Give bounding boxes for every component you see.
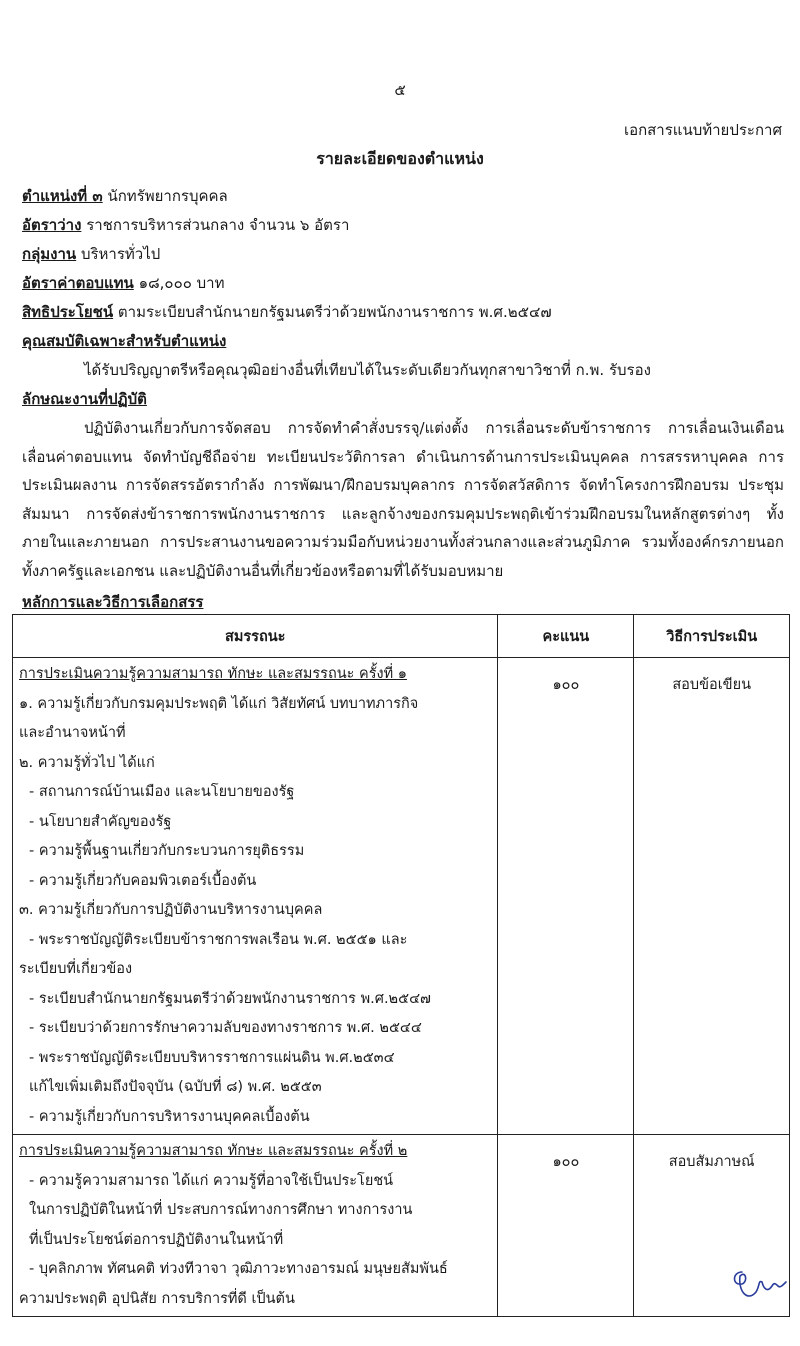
- competency-line: - สถานการณ์บ้านเมือง และนโยบายของรัฐ: [29, 784, 295, 800]
- competency-line: และอำนาจหน้าที่: [19, 725, 126, 741]
- method-value: สอบข้อเขียน: [672, 677, 751, 693]
- page-number: ๕: [394, 81, 406, 99]
- competency-line: - บุคลิกภาพ ทัศนคติ ท่วงทีวาจา วุฒิภาวะทางอารมณ์ มนุษยสัมพันธ์: [29, 1261, 448, 1277]
- competency-cell: [13, 1135, 498, 1317]
- benefits-label: สิทธิประโยชน์: [22, 303, 114, 321]
- work-group-label: กลุ่มงาน: [22, 245, 77, 263]
- header-score: คะแนน: [498, 615, 634, 658]
- header-method: วิธีการประเมิน: [634, 615, 790, 658]
- competency-line: ระเบียบที่เกี่ยวข้อง: [19, 961, 133, 977]
- competency-line: ๓. ความรู้เกี่ยวกับการปฏิบัติงานบริหารงานบุคคล: [19, 902, 323, 918]
- score-value: ๑๐๐: [552, 677, 580, 693]
- vacancy-line: [22, 213, 349, 237]
- method-cell: [634, 658, 790, 1135]
- competency-line: - ความรู้ความสามารถ ได้แก่ ความรู้ที่อาจใช้เป็นประโยชน์: [29, 1172, 394, 1189]
- header-competency: สมรรถนะ: [13, 615, 498, 658]
- position-line: [22, 184, 228, 208]
- compensation-line: [22, 271, 225, 295]
- table-row: [13, 1135, 790, 1317]
- duties-text: ปฏิบัติงานเกี่ยวกับการจัดสอบ การจัดทำคำสั่งบรรจุ/แต่งตั้ง การเลื่อนระดับข้าราชการ การเลื่อนเงินเดือน เลื่อนค่าตอบแทน จัดทำบัญชีถือจ่าย ทะเบียนประวัติการลา ดำเนินการด้านการประเมินบุคคล การสรรหาบุคคล การประเมินผลงาน การจัดสรรอัตรากำลัง การพัฒนา/ฝึกอบรมบุคลากร การจัดสวัสดิการ จัดทำโครงการฝึกอบรม ประชุม สัมมนา การจัดส่งข้าราชการพนักงานราชการ และลูกจ้างของกรมคุมประพฤติเข้าร่วมฝึกอบรมในหลักสูตรต่างๆ ทั้งภายในและภายนอก การประสานงานขอความร่วมมือกับหน่วยงานทั้งส่วนกลางและส่วนภูมิภาค รวมทั้งองค์กรภายนอกทั้งภาครัฐและเอกชน และปฏิบัติงานอื่นที่เกี่ยวข้องหรือตามที่ได้รับมอบหมาย: [22, 419, 784, 580]
- competency-line: - ความรู้เกี่ยวกับการบริหารงานบุคคลเบื้องต้น: [29, 1108, 310, 1125]
- qualifications-heading: [22, 329, 226, 353]
- competency-cell: [13, 658, 498, 1135]
- benefits-line: [22, 300, 552, 324]
- score-cell: [498, 658, 634, 1135]
- selection-label: หลักการและวิธีการเลือกสรร: [22, 593, 204, 611]
- duties-heading: [22, 387, 147, 411]
- compensation-label: อัตราค่าตอบแทน: [22, 274, 134, 292]
- competency-line: - ระเบียบว่าด้วยการรักษาความลับของทางราชการ พ.ศ. ๒๕๔๔: [29, 1020, 422, 1036]
- work-group-value: บริหารทั่วไป: [80, 245, 161, 263]
- duties-label: ลักษณะงานที่ปฏิบัติ: [22, 390, 147, 408]
- selection-heading: [22, 590, 203, 614]
- competency-line: แก้ไขเพิ่มเติมถึงปัจจุบัน (ฉบับที่ ๘) พ.ศ. ๒๕๕๓: [29, 1079, 322, 1095]
- competency-line: ๑. ความรู้เกี่ยวกับกรมคุมประพฤติ ได้แก่ วิสัยทัศน์ บทบาทภารกิจ: [19, 695, 419, 712]
- benefits-value: ตามระเบียบสำนักนายกรัฐมนตรีว่าด้วยพนักงานราชการ พ.ศ.๒๕๔๗: [117, 303, 552, 321]
- table-header-row: [13, 615, 790, 658]
- attachment-label: เอกสารแนบท้ายประกาศ: [623, 121, 782, 139]
- competency-line: - พระราชบัญญัติระเบียบบริหารราชการแผ่นดิน พ.ศ.๒๕๓๔: [29, 1049, 395, 1066]
- position-value: นักทรัพยากรบุคคล: [107, 187, 228, 205]
- position-label: ตำแหน่งที่ ๓: [22, 187, 103, 205]
- vacancy-value: ราชการบริหารส่วนกลาง จำนวน ๖ อัตรา: [86, 216, 350, 234]
- score-value: ๑๐๐: [552, 1154, 580, 1170]
- competency-line: ที่เป็นประโยชน์ต่อการปฏิบัติงานในหน้าที่: [29, 1231, 284, 1248]
- competency-line: ความประพฤติ อุปนิสัย การบริการที่ดี เป็นต้น: [19, 1290, 295, 1307]
- competency-line: - นโยบายสำคัญของรัฐ: [29, 813, 172, 830]
- compensation-value: ๑๘,๐๐๐ บาท: [138, 274, 225, 292]
- table-row: [13, 658, 790, 1135]
- competency-line: ๒. ความรู้ทั่วไป ได้แก่: [19, 754, 155, 771]
- competency-line: - ความรู้เกี่ยวกับคอมพิวเตอร์เบื้องต้น: [29, 872, 257, 889]
- round-heading: การประเมินความรู้ความสามารถ ทักษะ และสมรรถนะ ครั้งที่ ๑: [19, 666, 407, 682]
- competency-line: - ระเบียบสำนักนายกรัฐมนตรีว่าด้วยพนักงานราชการ พ.ศ.๒๕๔๗: [29, 990, 431, 1007]
- page-title: รายละเอียดของตำแหน่ง: [316, 149, 484, 168]
- round-heading: การประเมินความรู้ความสามารถ ทักษะ และสมรรถนะ ครั้งที่ ๒: [19, 1143, 408, 1159]
- competency-line: ในการปฏิบัติในหน้าที่ ประสบการณ์ทางการศึกษา ทางการงาน: [29, 1202, 413, 1218]
- competency-line: - ความรู้พื้นฐานเกี่ยวกับกระบวนการยุติธรรม: [29, 843, 305, 859]
- method-value: สอบสัมภาษณ์: [668, 1154, 755, 1170]
- qualifications-label: คุณสมบัติเฉพาะสำหรับตำแหน่ง: [22, 332, 227, 350]
- vacancy-label: อัตราว่าง: [22, 216, 82, 234]
- score-cell: [498, 1135, 634, 1317]
- selection-table: [12, 614, 790, 1317]
- handwritten-signature: [728, 1262, 790, 1304]
- competency-line: - พระราชบัญญัติระเบียบข้าราชการพลเรือน พ.ศ. ๒๕๕๑ และ: [29, 931, 408, 948]
- qualifications-text: ได้รับปริญญาตรีหรือคุณวุฒิอย่างอื่นที่เทียบได้ในระดับเดียวกันทุกสาขาวิชาที่ ก.พ. รับรอง: [84, 361, 651, 379]
- work-group-line: [22, 242, 160, 266]
